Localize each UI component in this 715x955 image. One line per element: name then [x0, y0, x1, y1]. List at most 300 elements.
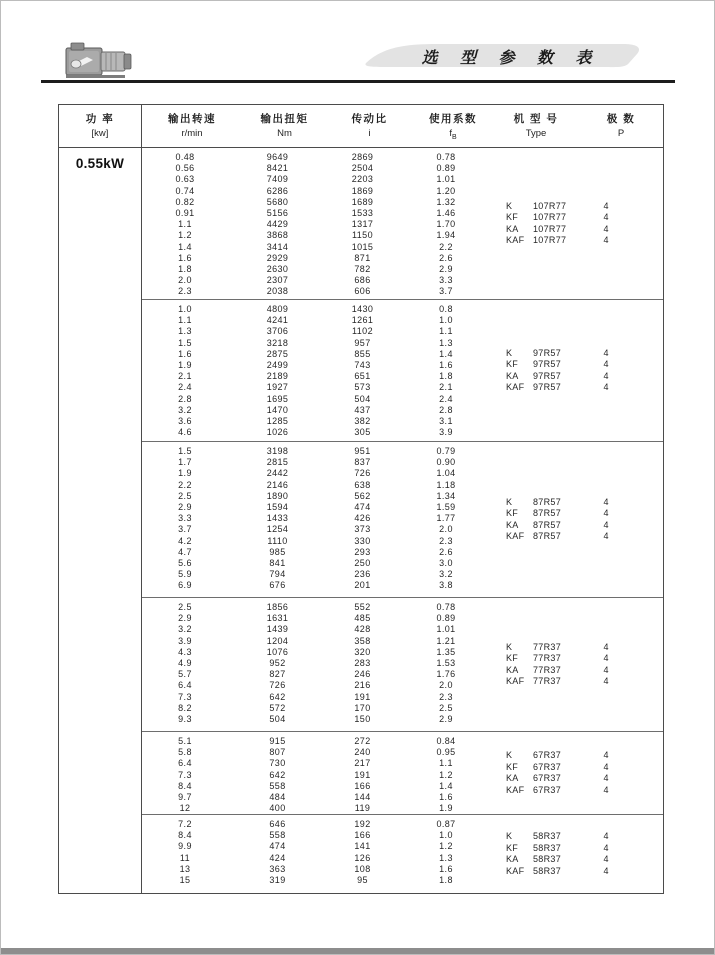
torque-value: 400: [269, 803, 286, 814]
column-torque: [242, 598, 327, 731]
service-factor-value: 2.0: [439, 524, 453, 535]
type-model: 97R57: [533, 370, 562, 381]
type-prefix: KAF: [506, 531, 525, 541]
gearmotor-photo: [63, 41, 137, 81]
speed-value: 9.3: [178, 713, 192, 724]
torque-value: 807: [269, 747, 286, 758]
type-model: 77R37: [533, 653, 562, 663]
column-ratio: [327, 815, 412, 893]
speed-value: 1.9: [178, 468, 192, 479]
type-value: [506, 653, 578, 665]
type-prefix: KAF: [506, 676, 525, 686]
torque-value: 3198: [266, 446, 289, 456]
speed-value: 3.2: [178, 624, 192, 635]
service-factor-value: 0.84: [436, 736, 456, 746]
ratio-value: 837: [354, 457, 371, 468]
service-factor-value: 1.0: [439, 315, 453, 326]
column-fb: [412, 815, 494, 893]
poles-value: 4: [603, 200, 609, 211]
ratio-value: 246: [354, 669, 371, 680]
type-prefix: K: [506, 831, 513, 841]
type-model: 87R57: [533, 508, 562, 518]
service-factor-value: 1.4: [439, 348, 453, 359]
speed-value: 13: [179, 863, 191, 874]
torque-value: 730: [269, 758, 286, 769]
torque-value: 1204: [266, 635, 289, 646]
ratio-value: 562: [354, 490, 371, 501]
ratio-value: 638: [354, 479, 371, 490]
torque-value: 642: [269, 769, 286, 780]
service-factor-value: 1.20: [436, 185, 456, 196]
speed-value: 1.5: [178, 337, 192, 348]
torque-value: 558: [269, 830, 286, 841]
torque-value: 474: [269, 841, 286, 852]
column-ratio: [327, 442, 412, 597]
service-factor-value: 3.3: [439, 275, 453, 286]
speed-value: 3.3: [178, 513, 192, 524]
type-prefix: K: [506, 200, 513, 211]
column-poles: [578, 598, 664, 731]
torque-value: 2307: [266, 275, 289, 286]
speed-value: 5.9: [178, 569, 192, 580]
speed-value: 0.82: [175, 196, 195, 207]
ratio-value: 373: [354, 524, 371, 535]
speed-value: 3.7: [178, 524, 192, 535]
column-speed: [142, 300, 242, 441]
type-model: 67R37: [533, 761, 562, 772]
poles-value: 4: [603, 773, 609, 784]
type-model: 58R37: [533, 854, 562, 864]
page-footer-band: [1, 948, 714, 954]
ratio-value: 217: [354, 758, 371, 769]
torque-value: 1890: [266, 490, 289, 501]
speed-value: 6.9: [178, 580, 192, 591]
speed-value: 1.1: [178, 315, 192, 326]
torque-value: 2442: [266, 468, 289, 479]
column-type: [494, 598, 578, 731]
column-poles: [578, 732, 664, 814]
type-value: [506, 773, 578, 785]
poles-value: 4: [603, 508, 609, 518]
speed-value: 5.6: [178, 557, 192, 568]
ratio-value: 1015: [351, 241, 374, 252]
col-header-service-factor: 使用系数 $f_B$: [429, 113, 477, 141]
speed-value: 2.0: [178, 275, 192, 286]
service-factor-value: 1.6: [439, 863, 453, 874]
type-prefix: KF: [506, 653, 519, 663]
type-value: [506, 359, 578, 371]
ratio-value: 1150: [352, 230, 373, 241]
service-factor-value: 3.8: [439, 580, 453, 591]
column-torque: [242, 815, 327, 893]
type-value: [506, 224, 578, 236]
speed-value: 0.56: [175, 163, 195, 174]
torque-value: 6286: [266, 185, 289, 196]
speed-value: 2.9: [178, 613, 192, 624]
ratio-value: 1869: [351, 185, 374, 196]
type-value: [506, 750, 578, 762]
service-factor-value: 1.6: [439, 791, 453, 802]
column-type: [494, 815, 578, 893]
ratio-value: 201: [354, 580, 371, 591]
type-value: [506, 508, 578, 520]
speed-value: 0.48: [175, 152, 195, 162]
ratio-value: 166: [354, 780, 371, 791]
speed-value: 2.8: [178, 393, 192, 404]
ratio-value: 1689: [351, 196, 374, 207]
torque-value: 4429: [266, 219, 289, 230]
speed-value: 2.4: [178, 382, 192, 393]
type-prefix: K: [506, 496, 513, 507]
torque-value: 841: [269, 557, 286, 568]
table-row-group: [142, 815, 663, 893]
ratio-value: 871: [354, 252, 371, 263]
speed-value: 4.6: [178, 427, 192, 438]
service-factor-value: 1.04: [436, 468, 456, 479]
type-model: 97R57: [533, 382, 562, 392]
ratio-value: 504: [354, 393, 371, 404]
type-model: 67R37: [533, 750, 562, 761]
torque-value: 3218: [266, 337, 289, 348]
service-factor-value: 0.89: [436, 613, 456, 624]
service-factor-value: 0.78: [436, 152, 456, 162]
type-prefix: KA: [506, 519, 519, 530]
type-prefix: KF: [506, 212, 519, 222]
ratio-value: 272: [354, 736, 371, 746]
torque-value: 726: [269, 680, 286, 691]
service-factor-value: 0.89: [436, 163, 456, 174]
speed-value: 4.9: [178, 657, 192, 668]
type-model: 107R77: [533, 200, 567, 211]
table-row-group: [142, 598, 663, 732]
torque-value: 558: [269, 780, 286, 791]
ratio-value: 119: [354, 803, 371, 814]
service-factor-value: 1.53: [436, 657, 456, 668]
column-type: [494, 732, 578, 814]
speed-value: 2.9: [178, 501, 192, 512]
service-factor-value: 2.6: [439, 252, 453, 263]
type-value: [506, 785, 578, 797]
torque-value: 2038: [266, 286, 289, 297]
service-factor-value: 3.0: [439, 557, 453, 568]
service-factor-value: 2.5: [439, 702, 453, 713]
ratio-value: 957: [354, 337, 371, 348]
service-factor-value: 1.8: [439, 371, 453, 382]
ratio-value: 1430: [351, 304, 374, 314]
speed-value: 7.3: [178, 769, 192, 780]
speed-value: 2.2: [178, 479, 192, 490]
service-factor-value: 1.0: [439, 830, 453, 841]
speed-value: 7.2: [178, 819, 192, 829]
ratio-value: 2203: [351, 174, 374, 185]
ratio-value: 191: [354, 769, 371, 780]
type-model: 87R57: [533, 531, 562, 541]
ratio-value: 437: [354, 404, 371, 415]
poles-value: 4: [603, 865, 609, 876]
gearmotor-illustration: [63, 41, 137, 81]
service-factor-value: 1.1: [439, 326, 453, 337]
ratio-value: 1317: [351, 219, 374, 230]
speed-value: 2.1: [178, 371, 192, 382]
type-value: [506, 665, 578, 677]
ratio-value: 358: [354, 635, 371, 646]
type-model: 107R77: [533, 235, 567, 245]
type-model: 107R77: [533, 212, 567, 222]
speed-value: 1.9: [178, 359, 192, 370]
ratio-value: 573: [354, 382, 371, 393]
speed-value: 9.9: [178, 841, 192, 852]
type-prefix: KA: [506, 854, 519, 864]
service-factor-value: 3.9: [439, 427, 453, 438]
torque-value: 504: [269, 713, 286, 724]
service-factor-value: 3.1: [439, 415, 453, 426]
service-factor-value: 2.9: [439, 263, 453, 274]
header-divider: [41, 80, 675, 83]
ratio-value: 1102: [352, 326, 373, 337]
col-header-type: 机 型 号 Type: [513, 113, 559, 140]
type-prefix: KF: [506, 508, 519, 518]
type-value: [506, 642, 578, 654]
table-body: [59, 148, 663, 893]
column-torque: [242, 148, 327, 299]
service-factor-value: 2.8: [439, 404, 453, 415]
type-value: [506, 854, 578, 866]
torque-value: 1026: [266, 427, 289, 438]
poles-value: 4: [603, 519, 609, 530]
service-factor-value: 2.2: [439, 241, 453, 252]
torque-value: 1631: [266, 613, 289, 624]
torque-value: 319: [269, 874, 286, 885]
ratio-value: 382: [354, 415, 371, 426]
type-prefix: K: [506, 641, 513, 652]
col-header-speed: 输出转速 r/min: [168, 113, 216, 140]
speed-value: 8.2: [178, 702, 192, 713]
speed-value: 4.7: [178, 546, 192, 557]
service-factor-value: 2.3: [439, 691, 453, 702]
type-value: [506, 831, 578, 843]
ratio-value: 95: [357, 874, 368, 885]
service-factor-value: 1.6: [439, 359, 453, 370]
speed-value: 1.5: [178, 446, 192, 456]
torque-value: 3706: [266, 326, 289, 337]
speed-value: 8.4: [178, 830, 192, 841]
service-factor-value: 0.78: [436, 602, 456, 612]
speed-value: 3.9: [178, 635, 192, 646]
title-ribbon: [361, 42, 647, 70]
poles-value: 4: [603, 784, 609, 795]
type-value: [506, 843, 578, 855]
service-factor-value: 1.3: [439, 337, 453, 348]
column-ratio: [327, 148, 412, 299]
service-factor-value: 0.8: [439, 304, 453, 314]
torque-value: 2630: [266, 263, 289, 274]
ratio-value: 166: [354, 830, 371, 841]
type-model: 107R77: [533, 223, 567, 234]
service-factor-value: 1.1: [439, 758, 453, 769]
torque-value: 1470: [266, 404, 289, 415]
ratio-value: 552: [354, 602, 371, 612]
type-model: 67R37: [533, 784, 562, 795]
torque-value: 1110: [267, 535, 288, 546]
torque-value: 985: [269, 546, 286, 557]
service-factor-value: 2.9: [439, 713, 453, 724]
torque-value: 1439: [266, 624, 289, 635]
poles-value: 4: [603, 761, 609, 772]
torque-value: 5156: [266, 207, 289, 218]
speed-value: 9.7: [178, 791, 192, 802]
speed-value: 0.74: [175, 185, 195, 196]
speed-value: 1.4: [178, 241, 192, 252]
poles-value: 4: [603, 370, 609, 381]
torque-value: 952: [269, 657, 286, 668]
torque-value: 915: [269, 736, 286, 746]
speed-value: 1.8: [178, 263, 192, 274]
service-factor-value: 1.2: [439, 841, 453, 852]
service-factor-value: 3.2: [439, 569, 453, 580]
poles-value: 4: [603, 235, 609, 245]
speed-value: 6.4: [178, 680, 192, 691]
column-poles: [578, 815, 664, 893]
poles-value: 4: [603, 676, 609, 686]
column-fb: [412, 598, 494, 731]
torque-value: 2929: [266, 252, 289, 263]
service-factor-value: 1.4: [439, 780, 453, 791]
ratio-value: 283: [354, 657, 371, 668]
col-header-torque: 输出扭矩 Nm: [260, 113, 309, 140]
col-header-power: 功 率 [kw]: [59, 105, 142, 147]
poles-value: 4: [603, 382, 609, 392]
ratio-value: 330: [354, 535, 371, 546]
torque-value: 2815: [266, 457, 289, 468]
ratio-value: 320: [354, 646, 371, 657]
speed-value: 1.3: [178, 326, 192, 337]
type-value: [506, 762, 578, 774]
service-factor-value: 1.01: [436, 174, 456, 185]
ratio-value: 2504: [351, 163, 374, 174]
type-value: [506, 531, 578, 543]
speed-value: 1.2: [178, 230, 192, 241]
speed-value: 0.91: [175, 207, 195, 218]
torque-value: 1927: [266, 382, 289, 393]
ratio-value: 141: [354, 841, 371, 852]
speed-value: 7.3: [178, 691, 192, 702]
speed-value: 1.7: [178, 457, 192, 468]
ratio-value: 191: [354, 691, 371, 702]
service-factor-value: 1.18: [436, 479, 456, 490]
service-factor-value: 0.90: [436, 457, 456, 468]
torque-value: 3414: [266, 241, 289, 252]
type-value: [506, 497, 578, 509]
ratio-value: 782: [354, 263, 371, 274]
page-title: 选 型 参 数 表: [421, 49, 601, 67]
speed-value: 4.3: [178, 646, 192, 657]
torque-value: 1254: [266, 524, 289, 535]
service-factor-value: 1.32: [436, 196, 456, 207]
ratio-value: 305: [354, 427, 371, 438]
table-header: [59, 105, 663, 148]
type-prefix: KAF: [506, 235, 525, 245]
torque-value: 572: [269, 702, 286, 713]
column-fb: [412, 300, 494, 441]
poles-value: 4: [603, 842, 609, 853]
column-poles: [578, 442, 664, 597]
column-ratio: [327, 300, 412, 441]
service-factor-value: 1.01: [436, 624, 456, 635]
speed-value: 4.2: [178, 535, 192, 546]
column-torque: [242, 442, 327, 597]
poles-value: 4: [603, 750, 609, 761]
poles-value: 4: [603, 496, 609, 507]
service-factor-value: 2.6: [439, 546, 453, 557]
torque-value: 1285: [266, 415, 289, 426]
service-factor-value: 0.87: [436, 819, 456, 829]
column-ratio: [327, 598, 412, 731]
service-factor-value: 1.21: [436, 635, 456, 646]
torque-value: 4809: [266, 304, 289, 314]
column-type: [494, 300, 578, 441]
type-prefix: KA: [506, 223, 519, 234]
service-factor-value: 1.70: [436, 219, 456, 230]
column-speed: [142, 598, 242, 731]
type-model: 58R37: [533, 831, 562, 841]
ratio-value: 855: [354, 348, 371, 359]
ratio-value: 216: [354, 680, 371, 691]
torque-value: 642: [269, 691, 286, 702]
speed-value: 8.4: [178, 780, 192, 791]
torque-value: 4241: [266, 315, 289, 326]
type-value: [506, 235, 578, 247]
column-speed: [142, 148, 242, 299]
type-value: [506, 676, 578, 688]
type-model: 77R37: [533, 641, 562, 652]
service-factor-value: 2.4: [439, 393, 453, 404]
type-model: 77R37: [533, 664, 562, 675]
speed-value: 5.7: [178, 669, 192, 680]
power-rating: 0.55kW: [59, 148, 142, 893]
ratio-value: 240: [354, 747, 371, 758]
type-model: 87R57: [533, 496, 562, 507]
service-factor-value: 1.34: [436, 490, 456, 501]
torque-value: 827: [269, 669, 286, 680]
table-row-group: [142, 300, 663, 442]
service-factor-value: 1.77: [436, 513, 456, 524]
speed-value: 1.1: [178, 219, 192, 230]
ratio-value: 192: [354, 819, 371, 829]
ratio-value: 428: [354, 624, 371, 635]
torque-value: 2499: [266, 359, 289, 370]
service-factor-value: 1.35: [436, 646, 456, 657]
type-prefix: KA: [506, 370, 519, 381]
torque-value: 2146: [266, 479, 289, 490]
type-model: 97R57: [533, 347, 562, 358]
ratio-value: 108: [354, 863, 371, 874]
speed-value: 1.6: [178, 348, 192, 359]
poles-value: 4: [603, 347, 609, 358]
torque-value: 1594: [266, 501, 289, 512]
type-model: 87R57: [533, 519, 562, 530]
table-row-group: [142, 442, 663, 598]
type-value: [506, 212, 578, 224]
col-header-poles: 极 数 P: [606, 113, 636, 140]
torque-value: 1695: [266, 393, 289, 404]
torque-value: 8421: [266, 163, 289, 174]
type-model: 58R37: [533, 842, 562, 853]
ratio-value: 474: [354, 501, 371, 512]
torque-value: 424: [269, 852, 286, 863]
torque-value: 2875: [266, 348, 289, 359]
ratio-value: 170: [354, 702, 371, 713]
service-factor-value: 1.46: [436, 207, 456, 218]
